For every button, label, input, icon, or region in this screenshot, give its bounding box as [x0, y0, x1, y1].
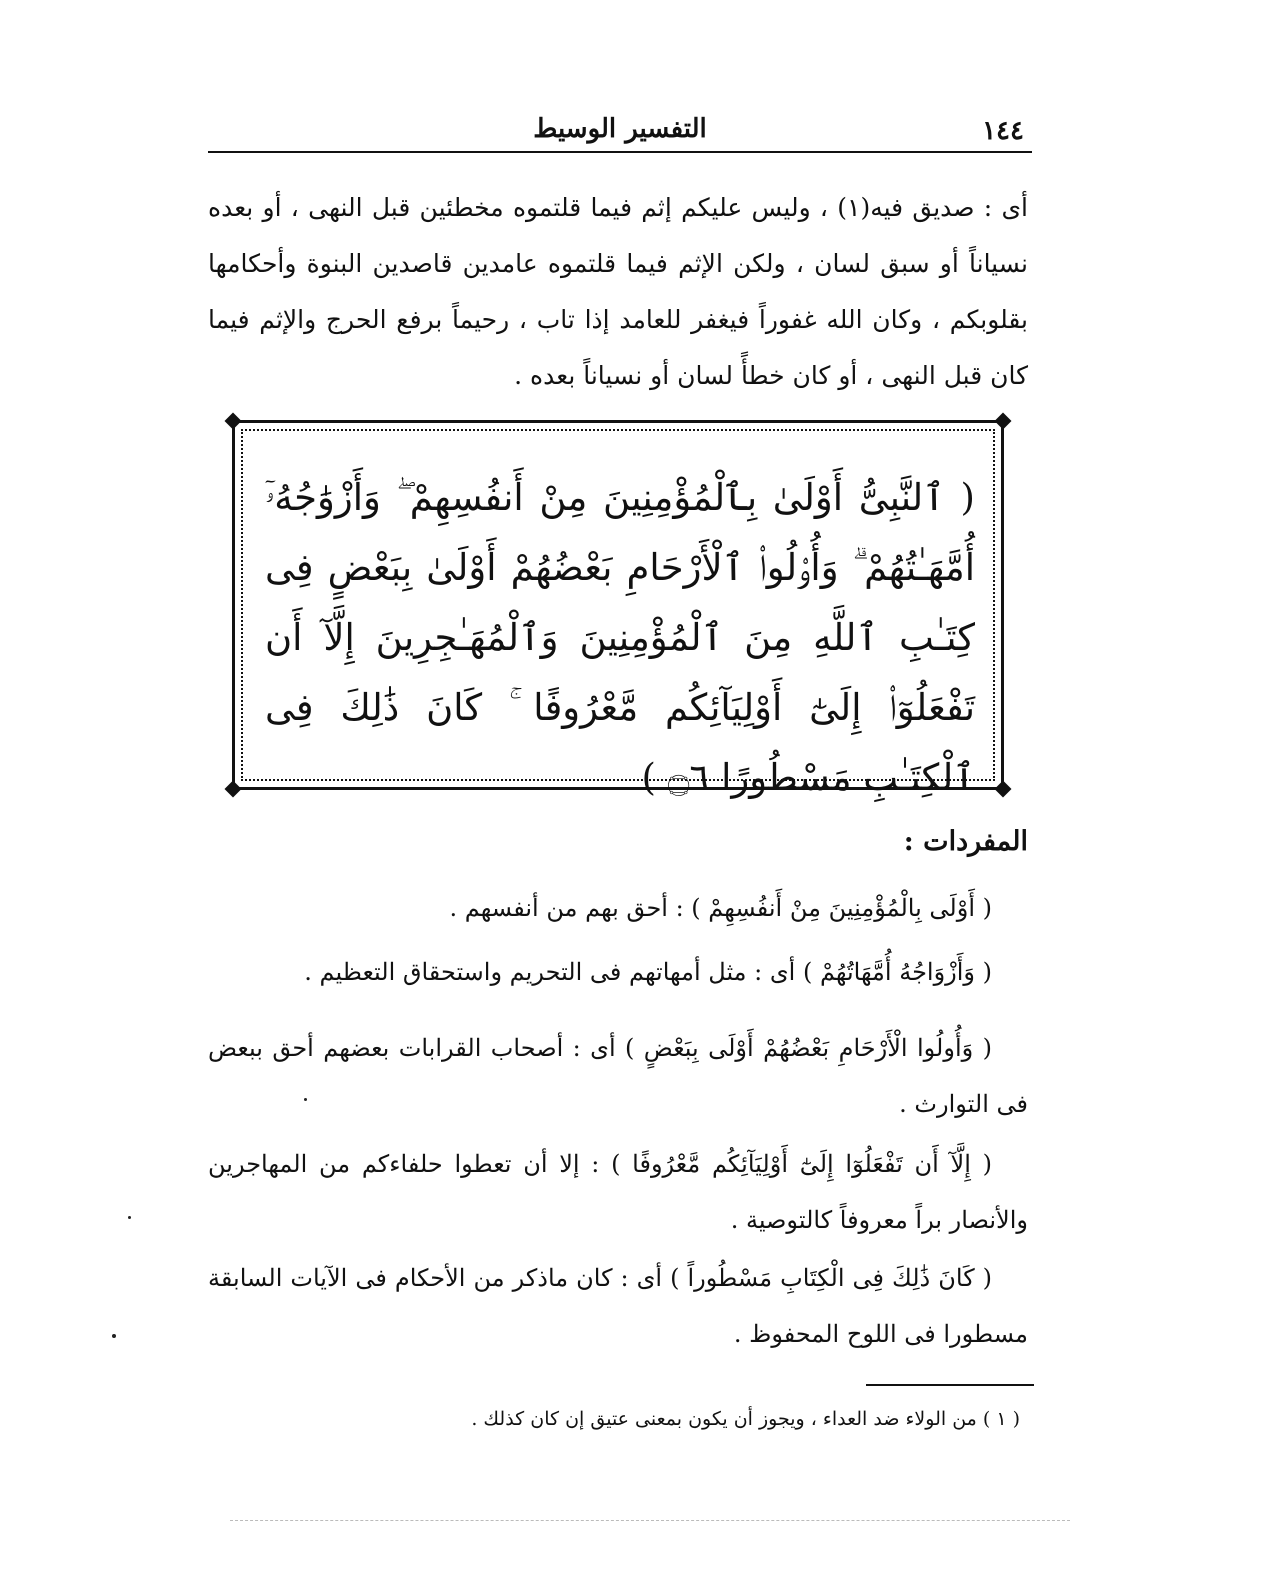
- vocabulary-entry: ( وَأُولُوا الْأَرْحَامِ بَعْضُهُمْ أَوْلَى بِبَعْضٍ ) أى : أصحاب القرابات بعضهم أحق ببعض فى التوارث .: [208, 1034, 1028, 1118]
- frame-corner-ornament: [995, 781, 1012, 798]
- frame-corner-ornament: [225, 781, 242, 798]
- vocabulary-entry: ( إِلَّآ أَن تَفْعَلُوٓا إِلَىٰٓ أَوْلِيَآئِكُم مَّعْرُوفًا ) : إلا أن تعطوا حلفاءكم من المهاجرين والأنصار براً معروفاً كالتوصية .: [208, 1150, 1028, 1234]
- vocabulary-heading: المفردات :: [903, 826, 1028, 857]
- frame-corner-ornament: [995, 413, 1012, 430]
- vocabulary-entry: ( وَأَزْوَاجُهُ أُمَّهَاتُهُمْ ) أى : مثل أمهاتهم فى التحريم واستحقاق التعظيم .: [304, 958, 992, 986]
- frame-corner-ornament: [225, 413, 242, 430]
- scan-speck: [112, 1334, 116, 1338]
- intro-paragraph: أى : صديق فيه(١) ، وليس عليكم إثم فيما قلتموه مخطئين قبل النهى ، أو بعده نسياناً أو سبق لسان ، ولكن الإثم فيما قلتموه عامدين قاصدين البنوة وأحكامها بقلوبكم ، وكان الله غفوراً فيغفر للعامد إذا تاب ، رحيماً برفع الحرج والإثم فيما كان قبل النهى ، أو كان خطأً لسان أو نسياناً بعده .: [208, 193, 1028, 390]
- running-title: التفسير الوسيط: [533, 114, 707, 144]
- vocabulary-entry: ( كَانَ ذَٰلِكَ فِى الْكِتَابِ مَسْطُوراً ) أى : كان ماذكر من الأحكام فى الآيات السابقة مسطورا فى اللوح المحفوظ .: [208, 1264, 1028, 1348]
- scan-speck: [128, 1216, 131, 1219]
- quran-verse: ( ٱلنَّبِىُّ أَوْلَىٰ بِٱلْمُؤْمِنِينَ مِنْ أَنفُسِهِمْ ۖ وَأَزْوَٰجُهُۥٓ أُمَّهَـٰتُهُمْ ۗ وَأُو۟لُوا۟ ٱلْأَرْحَامِ بَعْضُهُمْ أَوْلَىٰ بِبَعْضٍ فِى كِتَـٰبِ ٱللَّهِ مِنَ ٱلْمُؤْمِنِينَ وَٱلْمُهَـٰجِرِينَ إِلَّآ أَن تَفْعَلُوٓا۟ إِلَىٰٓ أَوْلِيَآئِكُم مَّعْرُوفًا ۚ كَانَ ذَٰلِكَ فِى ٱلْكِتَـٰبِ مَسْطُورًا ۝٦ ): [265, 476, 975, 799]
- vocabulary-entry: ( أَوْلَى بِالْمُؤْمِنِينَ مِنْ أَنفُسِهِمْ ) : أحق بهم من أنفسهم .: [449, 894, 992, 922]
- page-header: [208, 110, 1032, 150]
- verse-frame: [232, 420, 1004, 799]
- scan-edge-line: [230, 1520, 1070, 1521]
- page-number: ١٤٤: [982, 116, 1024, 146]
- header-rule: [208, 151, 1032, 153]
- scan-speck: [304, 1098, 307, 1101]
- footnote-rule: [866, 1384, 1034, 1386]
- footnote: ( ١ ) من الولاء ضد العداء ، ويجوز أن يكون بمعنى عتيق إن كان كذلك .: [471, 1408, 1020, 1430]
